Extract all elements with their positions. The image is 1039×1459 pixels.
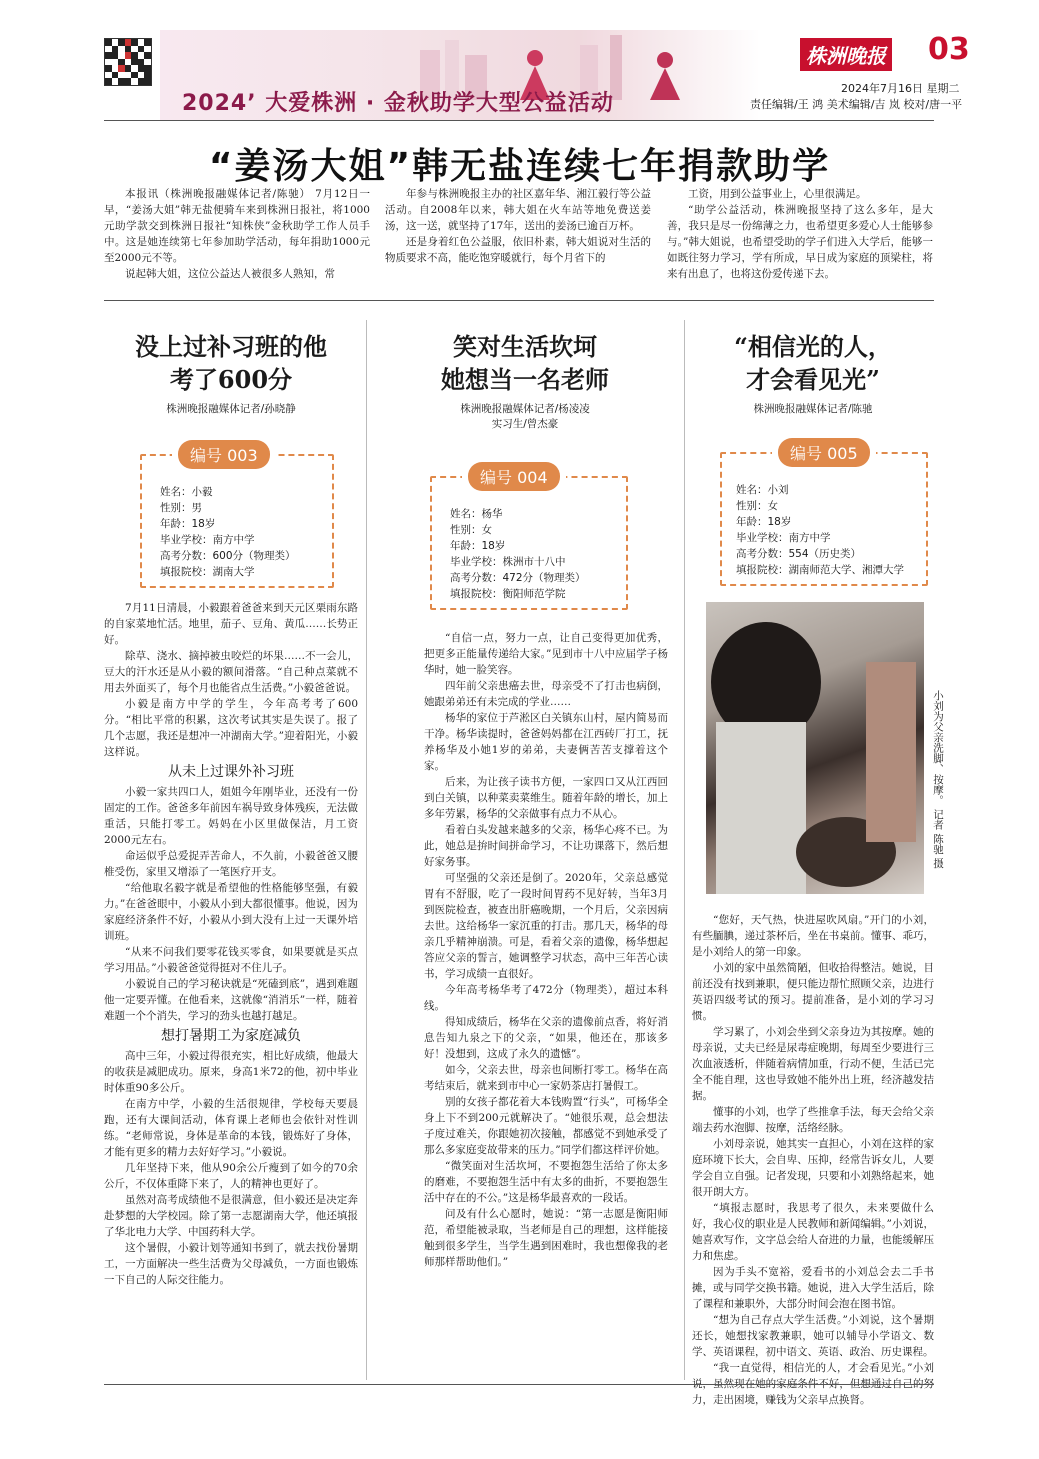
paragraph: “给他取名毅字就是希望他的性格能够坚强，有毅力。”在爸爸眼中，小毅从小到大都很懂事。他说，因为家庭经济条件不好，小毅从小到大没有上过一天课外培训班。 xyxy=(104,882,358,942)
info-row: 性别：女 xyxy=(736,500,778,512)
info-row: 性别：女 xyxy=(450,524,492,536)
story2-header xyxy=(374,330,676,432)
paragraph: “微笑面对生活坎坷，不要抱怨生活给了你太多的磨难，不要抱怨生活中有太多的曲折，不要抱怨生活中存在的不公。”这是杨华最喜欢的一段话。 xyxy=(424,1160,668,1204)
paragraph: 说起韩大姐，这位公益达人被很多人熟知，常 xyxy=(125,268,335,280)
story1-body xyxy=(104,600,358,1288)
paragraph: “我一直觉得，相信光的人，才会看见光。”小刘说，虽然现在她的家庭条件不好，但想通过自己的努力，走出困境，赚钱为父亲早点换肾。 xyxy=(692,1362,934,1406)
story1-number-badge: 编号 003 xyxy=(178,440,270,469)
issue-date: 2024年7月16日 星期二 xyxy=(841,82,960,95)
footer-rule xyxy=(104,1384,934,1385)
info-row: 年龄：18岁 xyxy=(736,516,792,528)
qr-code-icon[interactable] xyxy=(104,38,152,86)
column-divider xyxy=(684,320,685,1380)
info-row: 毕业学校：南方中学 xyxy=(160,534,255,546)
lead-column-1 xyxy=(104,186,370,282)
paragraph: 后来，为让孩子读书方便，一家四口又从江西回到白关镇，以种菜卖菜维生。随着年龄的增长，加上多年劳累，杨华的父亲做事有点力不从心。 xyxy=(424,776,668,820)
paper-logo: 株洲晚报 xyxy=(800,38,892,71)
paragraph: “您好，天气热，快进屋吹风扇。”开门的小刘，有些腼腆，递过茶杯后，坐在书桌前。懂事、乖巧，是小刘给人的第一印象。 xyxy=(692,914,934,958)
info-row: 性别：男 xyxy=(160,502,202,514)
paragraph: 在南方中学，小毅的生活很规律，学校每天要晨跑，还有大课间活动，体育课上老师也会依针对性训练。“老师常说，身体是革命的本钱，锻炼好了身体，才能有更多的精力去好好学习。”小毅说。 xyxy=(104,1098,358,1158)
story3-header xyxy=(692,330,934,417)
paragraph: 除草、浇水、摘掉被虫咬烂的坏果……不一会儿，豆大的汗水还是从小毅的额间滑落。“自己种点菜就不用去外面买了，每个月也能省点生活费。”小毅爸爸说。 xyxy=(104,650,358,694)
story1-byline: 株洲晚报融媒体记者/孙晓静 xyxy=(166,403,296,415)
story1-title-line1: 没上过补习班的他 xyxy=(135,332,327,361)
info-row: 姓名：杨华 xyxy=(450,508,503,520)
paragraph: “填报志愿时，我思考了很久，未来要做什么好，我心仪的职业是人民教师和新闻编辑。”小刘说，她喜欢写作，文字总会给人奋进的力量，也能缓解压力和焦虑。 xyxy=(692,1202,934,1262)
story2-byline-intern: 实习生/曾杰豪 xyxy=(491,418,559,430)
paragraph: 工资，用到公益事业上，心里很满足。 xyxy=(688,188,867,200)
story1-header xyxy=(104,330,358,417)
paragraph: 小毅是南方中学的学生，今年高考考了600分。“相比平常的积累，这次考试其实是失误了。报了几个志愿，我还是想冲一冲湖南大学。”迎着阳光，小毅这样说。 xyxy=(104,698,358,758)
column-divider xyxy=(366,320,367,1380)
paragraph: 可坚强的父亲还是倒了。2020年，父亲总感觉胃有不舒服，吃了一段时间胃药不见好转，当年3月到医院检查，被查出肝癌晚期，一个月后，父亲因病去世。这给杨华一家沉重的打击。那几天，杨华的母亲几乎精神崩溃。可是，看着父亲的遗像，杨华想起答应父亲的誓言，她调整学习状态，高中三年苦心读书，学习成绩一直很好。 xyxy=(424,872,668,980)
paragraph: “从来不问我们要零花钱买零食，如果要就是买点学习用品。”小毅爸爸觉得挺对不住儿子。 xyxy=(104,946,358,974)
photo-scene-icon xyxy=(706,602,924,894)
info-row: 姓名：小毅 xyxy=(160,486,213,498)
info-row: 高考分数：554（历史类） xyxy=(736,548,862,560)
story1-info-card xyxy=(140,446,334,588)
paragraph: 还是身着红色公益服，依旧朴素，韩大姐说对生活的物质要求不高，能吃饱穿暖就行，每个月省下的 xyxy=(385,236,651,264)
paragraph: 命运似乎总爱捉弄苦命人，不久前，小毅爸爸又腰椎受伤，家里又增添了一笔医疗开支。 xyxy=(104,850,358,878)
lead-column-2 xyxy=(385,186,651,266)
main-headline: “姜汤大姐”韩无盐连续七年捐款助学 xyxy=(208,146,831,187)
paragraph: 小刘母亲说，她其实一直担心，小刘在这样的家庭环境下长大，会自卑、压抑，经常告诉女儿，人要学会自立自强。记者发现，只要和小刘熟络起来，她很开朗大方。 xyxy=(692,1138,934,1198)
story3-body xyxy=(692,912,934,1408)
photo-foot-massage xyxy=(706,602,924,894)
paragraph: 高中三年，小毅过得很充实，相比好成绩，他最大的收获是减肥成功。原来，身高1米72的他，初中毕业时体重90多公斤。 xyxy=(104,1050,358,1094)
story2-byline: 株洲晚报融媒体记者/杨凌凌 xyxy=(460,403,590,415)
story1-section-heading: 想打暑期工为家庭减负 xyxy=(161,1028,301,1044)
paragraph: 年参与株洲晚报主办的社区嘉年华、湘江毅行等公益活动。自2008年以来，韩大姐在火车站等地免费送姜汤，这一送，就坚持了17年，送出的姜汤已逾百万杯。 xyxy=(385,188,651,232)
story3-number-badge: 编号 005 xyxy=(778,438,870,467)
info-row: 高考分数：600分（物理类） xyxy=(160,550,296,562)
paragraph: 因为手头不宽裕，爱看书的小刘总会去二手书摊，或与同学交换书籍。她说，进入大学生活后，除了课程和兼职外，大部分时间会泡在图书馆。 xyxy=(692,1266,934,1310)
paragraph: “自信一点，努力一点，让自己变得更加优秀，把更多正能量传递给大家。”见到市十八中应届学子杨华时，她一脸笑容。 xyxy=(424,632,668,676)
paragraph: 小刘的家中虽然简陋，但收拾得整洁。她说，目前还没有找到兼职，便只能边帮忙照顾父亲，边进行英语四级考试的预习。提前准备，是小刘的学习习惯。 xyxy=(692,962,934,1022)
banner-title: 2024’ 大爱株洲 · 金秋助学大型公益活动 xyxy=(182,91,614,116)
story2-info-rows xyxy=(450,506,586,602)
info-row: 年龄：18岁 xyxy=(160,518,216,530)
info-row: 毕业学校：株洲市十八中 xyxy=(450,556,566,568)
paragraph: 小毅说自己的学习秘诀就是“死磕到底”，遇到难题他一定要弄懂。在他看来，这就像“消消乐”一样，随着难题一个个消失，学习的劲头也越打越足。 xyxy=(104,978,358,1022)
story3-title-line2: 才会看见光” xyxy=(746,365,880,394)
lead-column-3 xyxy=(667,186,933,282)
paragraph: 7月11日清晨，小毅跟着爸爸来到天元区栗雨东路的自家菜地忙活。地里，茄子、豆角、黄瓜……长势正好。 xyxy=(104,602,358,646)
story2-number-badge: 编号 004 xyxy=(468,462,560,491)
paragraph: 问及有什么心愿时，她说：“第一志愿是衡阳师范，希望能被录取，当老师是自己的理想，这样能接触到很多学生，当学生遇到困难时，我也想像我的老师那样帮助他们。” xyxy=(424,1208,668,1268)
paragraph: 别的女孩子都花着大本钱购置“行头”，可杨华全身上下不到200元就解决了。“她很乐观，总会想法子度过难关，你跟她初次接触，都感觉不到她承受了那么多家庭变故带来的压力。”同学们都这样评价她。 xyxy=(424,1096,668,1156)
info-row: 填报院校：湖南大学 xyxy=(160,566,255,578)
paragraph: 虽然对高考成绩他不是很满意，但小毅还是决定奔赴梦想的大学校园。除了第一志愿湖南大学，他还填报了华北电力大学、中国药科大学。 xyxy=(104,1194,358,1238)
paragraph: 学习累了，小刘会坐到父亲身边为其按摩。她的母亲说，丈夫已经是尿毒症晚期，每周至少要进行三次血液透析，伴随着病情加重，行动不便，生活已完全不能自理，这也导致她不能外出上班，经济越发拮据。 xyxy=(692,1026,934,1102)
paragraph: “助学公益活动，株洲晚报坚持了这么多年，是大善，我只是尽一份绵薄之力，也希望更多爱心人士能够参与。”韩大姐说，也希望受助的学子们进入大学后，能够一如既往努力学习，学有所成，早日成为家庭的顶梁柱，将来有出息了，也将这份爱传递下去。 xyxy=(667,204,933,280)
masthead-rule xyxy=(104,120,934,121)
info-row: 填报院校：湖南师范大学、湘潭大学 xyxy=(736,564,904,576)
paragraph: “想为自己存点大学生活费。”小刘说，这个暑期还长，她想找家教兼职，她可以辅导小学语文、数学、英语课程，初中语文、英语、政治、历史课程。 xyxy=(692,1314,934,1358)
page-number: 03 xyxy=(928,32,970,67)
story2-title-line2: 她想当一名老师 xyxy=(441,365,609,394)
story1-section-heading: 从未上过课外补习班 xyxy=(168,764,294,780)
editors-credit: 责任编辑/王 鸿 美术编辑/吉 岚 校对/唐一平 xyxy=(750,98,963,111)
paragraph: 今年高考杨华考了472分（物理类），超过本科线。 xyxy=(424,984,668,1012)
story2-body xyxy=(424,630,668,1270)
info-row: 高考分数：472分（物理类） xyxy=(450,572,586,584)
paragraph: 得知成绩后，杨华在父亲的遗像前点香，将好消息告知九泉之下的父亲，“如果，他还在，那该多好！没想到，这成了永久的遗憾”。 xyxy=(424,1016,668,1060)
paragraph: 这个暑假，小毅计划等通知书到了，就去找份暑期工，一方面解决一些生活费为父母减负，一方面也锻炼一下自己的人际交往能力。 xyxy=(104,1242,358,1286)
paragraph: 如今，父亲去世，母亲也间断打零工。杨华在高考结束后，就来到市中心一家奶茶店打暑假工。 xyxy=(424,1064,668,1092)
photo-caption: 小刘为父亲洗脚、按摩。 记者 陈驰 摄 xyxy=(932,690,944,869)
section-rule xyxy=(104,300,934,301)
paragraph: 看着白头发越来越多的父亲，杨华心疼不已。为此，她总是拚时间拼命学习，不让功课落下，然后想好家务事。 xyxy=(424,824,668,868)
info-row: 填报院校：衡阳师范学院 xyxy=(450,588,566,600)
paragraph: 杨华的家位于芦淞区白关镇东山村，屋内简易而干净。杨华读提时，爸爸妈妈都在江西砖厂打工，抚养杨华及小她1岁的弟弟，夫妻俩苦苦支撑着这个家。 xyxy=(424,712,668,772)
story3-info-card xyxy=(720,444,928,586)
paragraph: 小毅一家共四口人，姐姐今年刚毕业，还没有一份固定的工作。爸爸多年前因车祸导致身体残疾，无法做重活，只能打零工。妈妈在小区里做保洁，月工资2000元左右。 xyxy=(104,786,358,846)
info-row: 毕业学校：南方中学 xyxy=(736,532,831,544)
story2-title-line1: 笑对生活坎坷 xyxy=(453,332,597,361)
story2-info-card xyxy=(430,468,628,610)
story3-byline: 株洲晚报融媒体记者/陈驰 xyxy=(753,403,873,415)
paragraph: 懂事的小刘，也学了些推拿手法，每天会给父亲端去药水泡脚、按摩，活络经脉。 xyxy=(692,1106,934,1134)
story1-info-rows xyxy=(160,484,296,580)
info-row: 姓名：小刘 xyxy=(736,484,789,496)
paragraph: 四年前父亲患癌去世，母亲受不了打击也病倒，她跟弟弟还有未完成的学业…… xyxy=(424,680,668,708)
paragraph: 几年坚持下来，他从90余公斤瘦到了如今的70余公斤，不仅体重降下来了，人的精神也更好了。 xyxy=(104,1162,358,1190)
info-row: 年龄：18岁 xyxy=(450,540,506,552)
story1-title-line2: 考了600分 xyxy=(169,365,293,394)
story3-title-line1: “相信光的人， xyxy=(734,332,892,361)
paragraph: 本报讯（株洲晚报融媒体记者/陈驰） 7月12日一早，“姜汤大姐”韩无盐便骑车来到株洲日报社，将1000元助学款交到株洲日报社“知株侠”金秋助学工作人员手中。这是她连续第七年参加助学活动，每年捐助1000元至2000元不等。 xyxy=(104,188,370,264)
story3-info-rows xyxy=(736,482,904,578)
